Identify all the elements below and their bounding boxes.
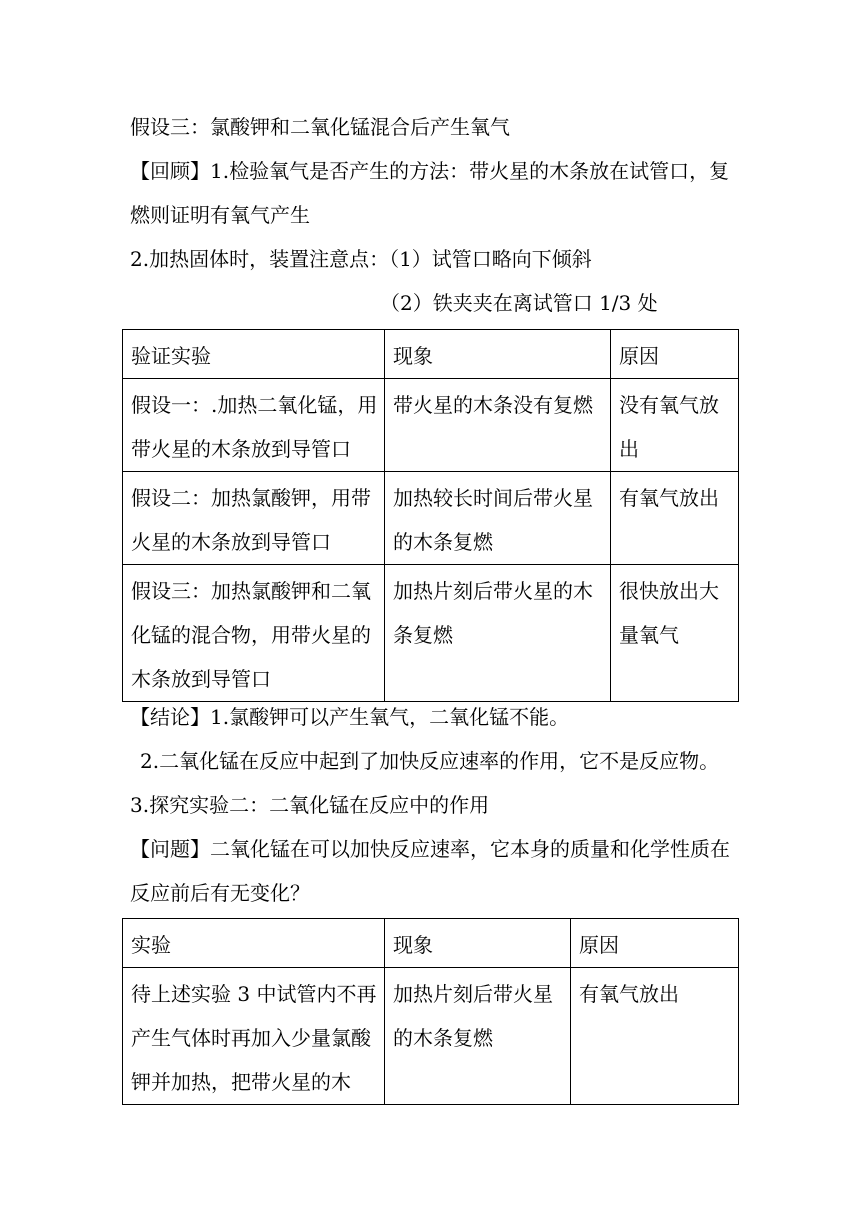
table-cell: 假设三：加热氯酸钾和二氧化锰的混合物，用带火星的木条放到导管口 xyxy=(123,565,385,702)
experiment-two-table xyxy=(122,918,739,1105)
table-cell: 没有氧气放出 xyxy=(611,379,739,472)
heating-note-line2: （2）铁夹夹在离试管口 1/3 处 xyxy=(380,291,658,315)
table-cell: 加热片刻后带火星的木条复燃 xyxy=(385,565,611,702)
table-cell: 假设二：加热氯酸钾，用带火星的木条放到导管口 xyxy=(123,472,385,565)
header-cell: 实验 xyxy=(123,919,385,968)
table-cell: 带火星的木条没有复燃 xyxy=(385,379,611,472)
header-cell: 原因 xyxy=(611,330,739,379)
hypothesis-three-text: 假设三：氯酸钾和二氧化锰混合后产生氧气 xyxy=(130,115,510,139)
conclusion-line1: 【结论】1.氯酸钾可以产生氧气，二氧化锰不能。 xyxy=(130,705,570,729)
table-cell: 有氧气放出 xyxy=(571,968,739,1105)
verification-table xyxy=(122,329,739,702)
table-row xyxy=(123,968,739,1105)
header-cell: 现象 xyxy=(385,919,571,968)
table-cell: 加热较长时间后带火星的木条复燃 xyxy=(385,472,611,565)
question-line1: 【问题】二氧化锰在可以加快反应速率，它本身的质量和化学性质在 xyxy=(130,837,730,861)
question-line2: 反应前后有无变化？ xyxy=(130,881,310,905)
header-cell: 原因 xyxy=(571,919,739,968)
conclusion-line2: 2.二氧化锰在反应中起到了加快反应速率的作用，它不是反应物。 xyxy=(140,749,720,773)
review-text-line1: 【回顾】1.检验氧气是否产生的方法：带火星的木条放在试管口，复 xyxy=(130,159,730,183)
table-header-row xyxy=(123,330,739,379)
table-row xyxy=(123,379,739,472)
table-row xyxy=(123,565,739,702)
experiment-two-title: 3.探究实验二：二氧化锰在反应中的作用 xyxy=(130,793,490,817)
header-cell: 现象 xyxy=(385,330,611,379)
table-row xyxy=(123,472,739,565)
review-text-line2: 燃则证明有氧气产生 xyxy=(130,203,310,227)
header-cell: 验证实验 xyxy=(123,330,385,379)
table-cell: 假设一：.加热二氧化锰，用带火星的木条放到导管口 xyxy=(123,379,385,472)
table-cell: 有氧气放出 xyxy=(611,472,739,565)
table-cell: 待上述实验 3 中试管内不再产生气体时再加入少量氯酸钾并加热，把带火星的木 xyxy=(123,968,385,1105)
heating-note-line1: 2.加热固体时，装置注意点：（1）试管口略向下倾斜 xyxy=(130,247,592,271)
table-cell: 加热片刻后带火星的木条复燃 xyxy=(385,968,571,1105)
table-header-row xyxy=(123,919,739,968)
table-cell: 很快放出大量氧气 xyxy=(611,565,739,702)
